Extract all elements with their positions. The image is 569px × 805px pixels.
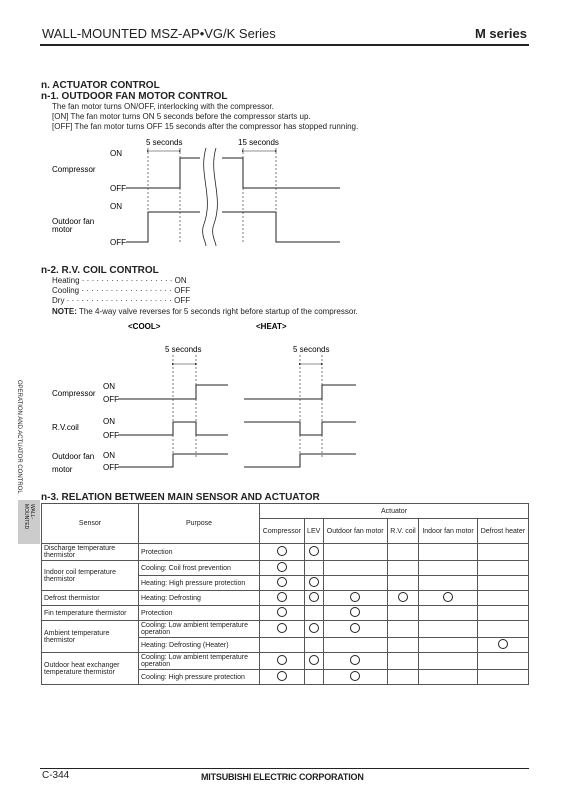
mark-cell bbox=[260, 576, 305, 591]
subsection-title-n3: n-3. RELATION BETWEEN MAIN SENSOR AND ACTUATOR bbox=[41, 492, 320, 503]
circle-mark-icon bbox=[277, 592, 287, 602]
mark-cell bbox=[477, 561, 528, 576]
header-title: WALL-MOUNTED MSZ-AP•VG/K Series bbox=[42, 26, 276, 41]
circle-mark-icon bbox=[350, 623, 360, 633]
fan-timing-diagram bbox=[0, 134, 569, 254]
section-title: n. ACTUATOR CONTROL bbox=[41, 80, 160, 91]
sensor-cell: Defrost thermistor bbox=[42, 591, 139, 606]
page-number: C-344 bbox=[42, 770, 70, 781]
rv-fan-on: ON bbox=[103, 451, 115, 460]
mark-cell bbox=[477, 653, 528, 670]
rv-fan-label-2: motor bbox=[52, 465, 73, 474]
circle-mark-icon bbox=[277, 607, 287, 617]
mark-cell bbox=[477, 591, 528, 606]
mark-cell bbox=[387, 653, 419, 670]
timing-label-15s: 15 seconds bbox=[238, 138, 279, 147]
mark-cell bbox=[323, 591, 387, 606]
rv-comp-off: OFF bbox=[103, 395, 119, 404]
mark-cell bbox=[419, 638, 477, 653]
fan-off-label: OFF bbox=[110, 238, 126, 247]
mark-cell bbox=[323, 561, 387, 576]
mark-cell bbox=[419, 670, 477, 685]
subsection-title-n2: n-2. R.V. COIL CONTROL bbox=[41, 265, 159, 276]
purpose-cell: Protection bbox=[139, 544, 260, 561]
header-series: M series bbox=[474, 26, 527, 41]
mark-cell bbox=[419, 544, 477, 561]
table-row bbox=[42, 621, 529, 638]
mark-cell bbox=[387, 576, 419, 591]
mark-cell bbox=[387, 606, 419, 621]
sensor-cell: Ambient temperature thermistor bbox=[42, 621, 139, 653]
n2-note-text: The 4-way valve reverses for 5 seconds right before startup of the compressor. bbox=[76, 307, 358, 316]
cool-timing-label: 5 seconds bbox=[165, 345, 202, 354]
mark-cell bbox=[323, 576, 387, 591]
purpose-cell: Heating: Defrosting (Heater) bbox=[139, 638, 260, 653]
circle-mark-icon bbox=[350, 671, 360, 681]
comp-on-label: ON bbox=[110, 149, 122, 158]
actuator-col-5: Defrost heater bbox=[477, 519, 528, 544]
n1-line1: The fan motor turns ON/OFF, interlocking with the compressor. bbox=[52, 102, 274, 111]
purpose-cell: Cooling: Low ambient temperature operation bbox=[139, 621, 260, 638]
circle-mark-icon bbox=[498, 639, 508, 649]
circle-mark-icon bbox=[309, 592, 319, 602]
fan-label-1: Outdoor fan bbox=[52, 217, 95, 226]
mark-cell bbox=[477, 606, 528, 621]
fan-label-2: motor bbox=[52, 225, 73, 234]
mark-cell bbox=[323, 606, 387, 621]
mark-cell bbox=[304, 638, 323, 653]
circle-mark-icon bbox=[350, 655, 360, 665]
circle-mark-icon bbox=[309, 655, 319, 665]
rv-coil-on: ON bbox=[103, 417, 115, 426]
mark-cell bbox=[260, 591, 305, 606]
table-row bbox=[42, 606, 529, 621]
table-row bbox=[42, 561, 529, 576]
mark-cell bbox=[419, 653, 477, 670]
mark-cell bbox=[260, 653, 305, 670]
mark-cell bbox=[477, 621, 528, 638]
mark-cell bbox=[323, 638, 387, 653]
circle-mark-icon bbox=[277, 562, 287, 572]
heat-timing-label: 5 seconds bbox=[293, 345, 330, 354]
purpose-cell: Heating: Defrosting bbox=[139, 591, 260, 606]
sensor-cell: Indoor coil temperature thermistor bbox=[42, 561, 139, 591]
purpose-cell: Heating: High pressure protection bbox=[139, 576, 260, 591]
rv-comp-on: ON bbox=[103, 382, 115, 391]
rv-fan-label-1: Outdoor fan bbox=[52, 452, 95, 461]
sidebar-tab bbox=[18, 500, 40, 544]
mark-cell bbox=[304, 561, 323, 576]
mark-cell bbox=[323, 621, 387, 638]
circle-mark-icon bbox=[350, 607, 360, 617]
n2-dry: Dry · · · · · · · · · · · · · · · · · · · · · · OFF bbox=[52, 296, 191, 305]
circle-mark-icon bbox=[277, 546, 287, 556]
circle-mark-icon bbox=[277, 671, 287, 681]
purpose-cell: Protection bbox=[139, 606, 260, 621]
circle-mark-icon bbox=[309, 623, 319, 633]
rv-coil-label: R.V.coil bbox=[52, 423, 79, 432]
col-purpose: Purpose bbox=[139, 504, 260, 544]
mark-cell bbox=[260, 561, 305, 576]
mark-cell bbox=[477, 544, 528, 561]
mark-cell bbox=[304, 591, 323, 606]
circle-mark-icon bbox=[309, 546, 319, 556]
mark-cell bbox=[387, 670, 419, 685]
mark-cell bbox=[477, 638, 528, 653]
circle-mark-icon bbox=[350, 592, 360, 602]
sensor-cell: Discharge temperature thermistor bbox=[42, 544, 139, 561]
actuator-col-3: R.V. coil bbox=[387, 519, 419, 544]
sensor-cell: Fin temperature thermistor bbox=[42, 606, 139, 621]
mark-cell bbox=[304, 544, 323, 561]
table-row bbox=[42, 544, 529, 561]
n1-line3: [OFF] The fan motor turns OFF 15 seconds after the compressor has stopped running. bbox=[52, 122, 359, 131]
circle-mark-icon bbox=[443, 592, 453, 602]
n2-cooling: Cooling · · · · · · · · · · · · · · · · · · · OFF bbox=[52, 286, 191, 295]
footer-rule bbox=[40, 768, 529, 769]
n2-note bbox=[52, 307, 358, 317]
actuator-col-1: LEV bbox=[304, 519, 323, 544]
mark-cell bbox=[477, 670, 528, 685]
mark-cell bbox=[304, 621, 323, 638]
mark-cell bbox=[387, 638, 419, 653]
mark-cell bbox=[419, 576, 477, 591]
circle-mark-icon bbox=[309, 577, 319, 587]
table-row bbox=[42, 653, 529, 670]
col-sensor: Sensor bbox=[42, 504, 139, 544]
fan-on-label: ON bbox=[110, 202, 122, 211]
mark-cell bbox=[304, 653, 323, 670]
col-actuator: Actuator bbox=[260, 504, 529, 519]
comp-off-label: OFF bbox=[110, 184, 126, 193]
mark-cell bbox=[387, 591, 419, 606]
rv-coil-timing-diagram bbox=[0, 318, 569, 478]
mark-cell bbox=[260, 670, 305, 685]
circle-mark-icon bbox=[398, 592, 408, 602]
mark-cell bbox=[304, 576, 323, 591]
mark-cell bbox=[304, 606, 323, 621]
corporation-name: MITSUBISHI ELECTRIC CORPORATION bbox=[201, 772, 364, 782]
table-row bbox=[42, 591, 529, 606]
cool-label: <COOL> bbox=[128, 322, 161, 331]
mark-cell bbox=[387, 621, 419, 638]
n1-line2: [ON] The fan motor turns ON 5 seconds before the compressor starts up. bbox=[52, 112, 311, 121]
actuator-col-0: Compressor bbox=[260, 519, 305, 544]
mark-cell bbox=[260, 606, 305, 621]
subsection-title-n1: n-1. OUTDOOR FAN MOTOR CONTROL bbox=[41, 91, 228, 102]
actuator-col-4: Indoor fan motor bbox=[419, 519, 477, 544]
mark-cell bbox=[419, 591, 477, 606]
heat-label: <HEAT> bbox=[256, 322, 287, 331]
mark-cell bbox=[419, 606, 477, 621]
rv-coil-off: OFF bbox=[103, 431, 119, 440]
actuator-col-2: Outdoor fan motor bbox=[323, 519, 387, 544]
sidebar-tab-label: WALL-MOUNTED bbox=[23, 504, 35, 530]
mark-cell bbox=[387, 544, 419, 561]
mark-cell bbox=[304, 670, 323, 685]
circle-mark-icon bbox=[277, 655, 287, 665]
mark-cell bbox=[323, 544, 387, 561]
mark-cell bbox=[323, 653, 387, 670]
header-rule bbox=[40, 44, 529, 46]
rv-fan-off: OFF bbox=[103, 463, 119, 472]
sensor-cell: Outdoor heat exchanger temperature thermistor bbox=[42, 653, 139, 685]
sidebar-label: OPERATION AND ACTUATOR CONTROL bbox=[16, 380, 22, 494]
timing-label-5s: 5 seconds bbox=[146, 138, 183, 147]
mark-cell bbox=[260, 544, 305, 561]
purpose-cell: Cooling: Low ambient temperature operation bbox=[139, 653, 260, 670]
purpose-cell: Cooling: High pressure protection bbox=[139, 670, 260, 685]
mark-cell bbox=[260, 621, 305, 638]
sensor-actuator-table bbox=[41, 503, 529, 685]
mark-cell bbox=[323, 670, 387, 685]
mark-cell bbox=[419, 561, 477, 576]
rv-comp-label: Compressor bbox=[52, 389, 96, 398]
n2-note-label: NOTE: bbox=[52, 307, 77, 316]
comp-label: Compressor bbox=[52, 165, 96, 174]
circle-mark-icon bbox=[277, 623, 287, 633]
mark-cell bbox=[260, 638, 305, 653]
mark-cell bbox=[419, 621, 477, 638]
purpose-cell: Cooling: Coil frost prevention bbox=[139, 561, 260, 576]
mark-cell bbox=[477, 576, 528, 591]
mark-cell bbox=[387, 561, 419, 576]
circle-mark-icon bbox=[277, 577, 287, 587]
n2-heating: Heating · · · · · · · · · · · · · · · · · · · ON bbox=[52, 276, 187, 285]
